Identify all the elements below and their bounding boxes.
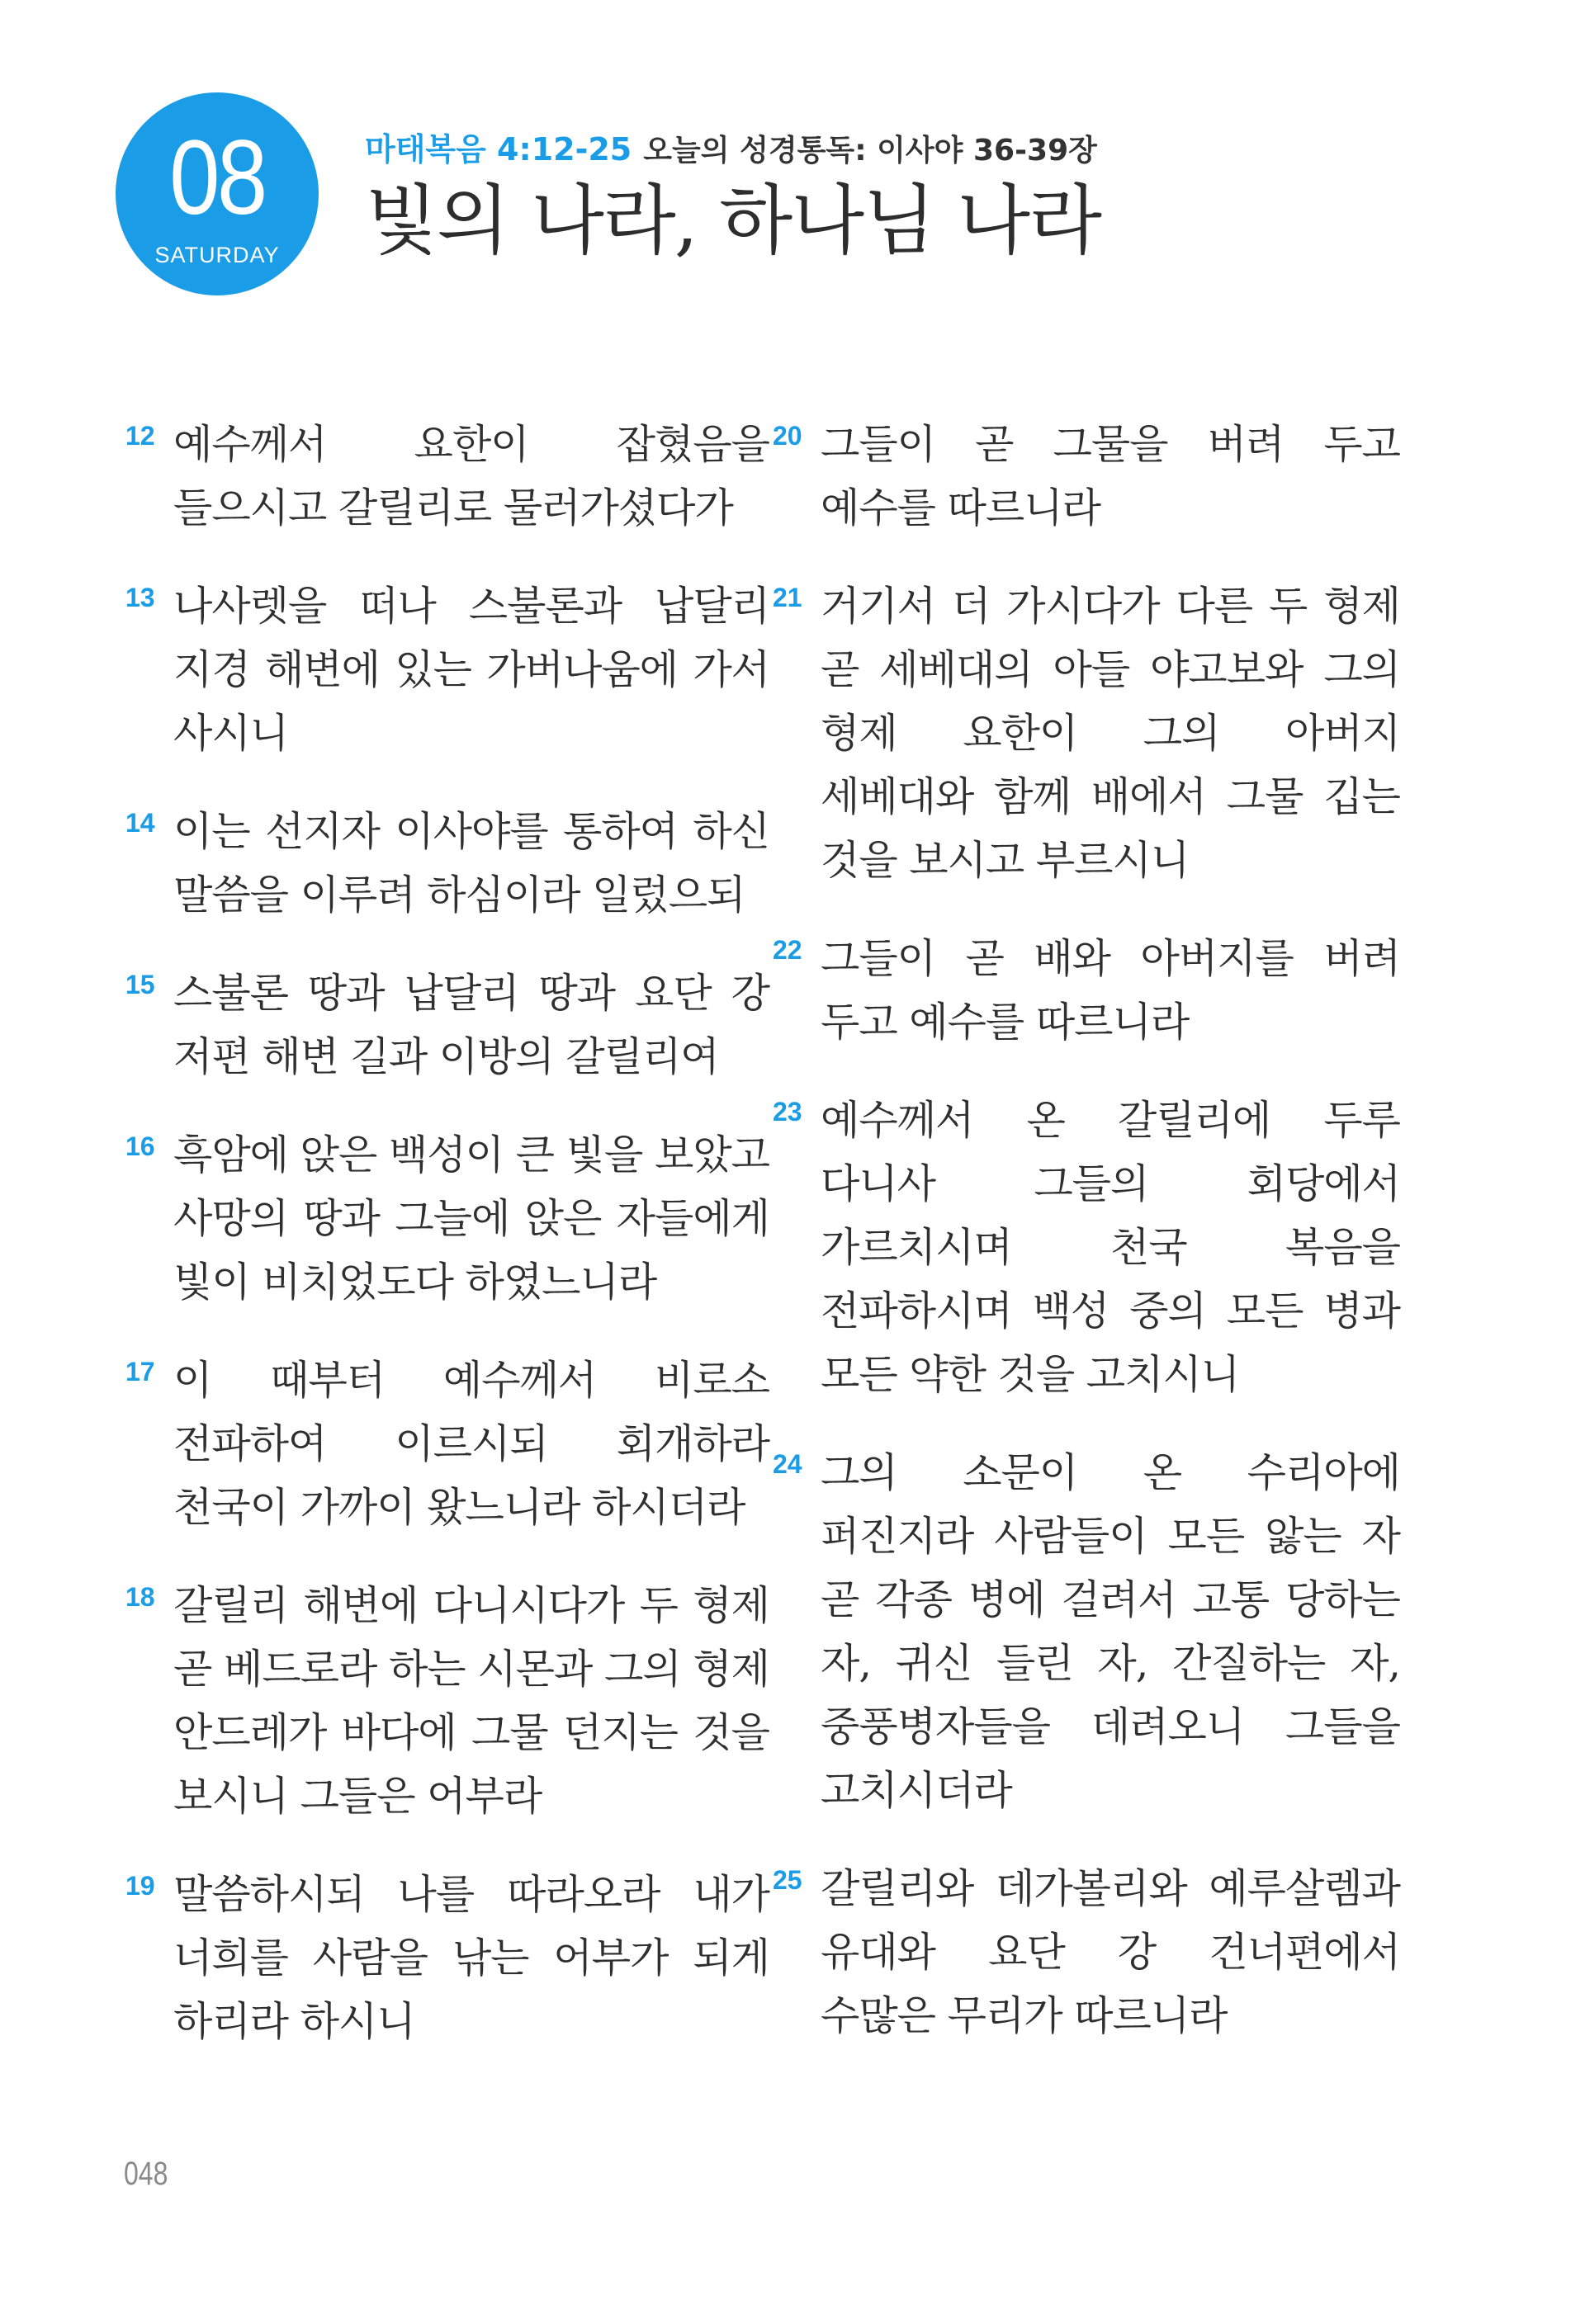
day-badge — [116, 92, 319, 295]
verse-12 — [125, 413, 769, 540]
verse-number: 19 — [125, 1871, 155, 1901]
verse-number: 23 — [773, 1097, 802, 1127]
verse-text: 나사렛을 떠나 스불론과 납달리 지경 해변에 있는 가버나움에 가서 사시니 — [173, 583, 769, 757]
verse-23 — [773, 1089, 1400, 1406]
page-title: 빛의 나라, 하나님 나라 — [365, 177, 1100, 265]
verse-text: 그들이 곧 그물을 버려 두고 예수를 따르니라 — [821, 421, 1400, 531]
verse-text: 그들이 곧 배와 아버지를 버려 두고 예수를 따르니라 — [821, 935, 1400, 1046]
verse-number: 25 — [773, 1865, 802, 1895]
left-column — [125, 413, 769, 2088]
verse-13 — [125, 574, 769, 765]
verse-text: 거기서 더 가시다가 다른 두 형제 곧 세베대의 아들 야고보와 그의 형제 요한이 그의 아버지 세베대와 함께 배에서 그물 깁는 것을 보시고 부르시니 — [821, 583, 1400, 884]
reference-line — [365, 124, 1097, 169]
verse-number: 16 — [125, 1131, 155, 1161]
verse-text: 그의 소문이 온 수리아에 퍼진지라 사람들이 모든 앓는 자 곧 각종 병에 걸려서 고통 당하는 자, 귀신 들린 자, 간질하는 자, 중풍병자들을 데려오니 그들을 고치시더라 — [821, 1449, 1400, 1814]
verse-number: 22 — [773, 935, 802, 965]
verse-number: 15 — [125, 970, 155, 999]
scripture-reference: 마태복음 4:12-25 — [365, 131, 632, 168]
verse-14 — [125, 800, 769, 927]
verse-22 — [773, 927, 1400, 1054]
verse-number: 20 — [773, 421, 802, 451]
verse-16 — [125, 1123, 769, 1314]
right-column — [773, 413, 1400, 2082]
verse-text: 스불론 땅과 납달리 땅과 요단 강 저편 해변 길과 이방의 갈릴리여 — [173, 970, 769, 1080]
verse-15 — [125, 961, 769, 1089]
verse-19 — [125, 1863, 769, 2053]
day-number: 08 — [169, 119, 265, 237]
verse-25 — [773, 1857, 1400, 2048]
verse-number: 14 — [125, 808, 155, 838]
verse-text: 갈릴리 해변에 다니시다가 두 형제 곧 베드로라 하는 시몬과 그의 형제 안드레가 바다에 그물 던지는 것을 보시니 그들은 어부라 — [173, 1582, 769, 1820]
verse-text: 갈릴리와 데가볼리와 예루살렘과 유대와 요단 강 건너편에서 수많은 무리가 따르니라 — [821, 1865, 1400, 2039]
verse-21 — [773, 574, 1400, 892]
verse-number: 18 — [125, 1582, 155, 1612]
verse-text: 이 때부터 예수께서 비로소 전파하여 이르시되 회개하라 천국이 가까이 왔느니라 하시더라 — [173, 1357, 769, 1531]
verse-text: 예수께서 온 갈릴리에 두루 다니사 그들의 회당에서 가르치시며 천국 복음을 전파하시며 백성 중의 모든 병과 모든 약한 것을 고치시니 — [821, 1097, 1400, 1398]
verse-number: 17 — [125, 1357, 155, 1386]
verse-number: 24 — [773, 1449, 802, 1479]
verse-20 — [773, 413, 1400, 540]
day-name: SATURDAY — [154, 243, 280, 267]
verse-text: 말씀하시되 나를 따라오라 내가 너희를 사람을 낚는 어부가 되게 하리라 하시니 — [173, 1871, 769, 2045]
verse-24 — [773, 1441, 1400, 1822]
verse-number: 12 — [125, 421, 155, 451]
verse-text: 예수께서 요한이 잡혔음을 들으시고 갈릴리로 물러가셨다가 — [173, 421, 769, 531]
page-number: 048 — [124, 2156, 168, 2192]
verse-17 — [125, 1349, 769, 1539]
daily-reading: 오늘의 성경통독: 이사야 36-39장 — [643, 134, 1097, 168]
verse-number: 21 — [773, 583, 802, 612]
verse-text: 이는 선지자 이사야를 통하여 하신 말씀을 이루려 하심이라 일렀으되 — [173, 808, 769, 919]
verse-number: 13 — [125, 583, 155, 612]
verse-18 — [125, 1574, 769, 1828]
verse-text: 흑암에 앉은 백성이 큰 빛을 보았고 사망의 땅과 그늘에 앉은 자들에게 빛이 비치었도다 하였느니라 — [173, 1131, 769, 1306]
